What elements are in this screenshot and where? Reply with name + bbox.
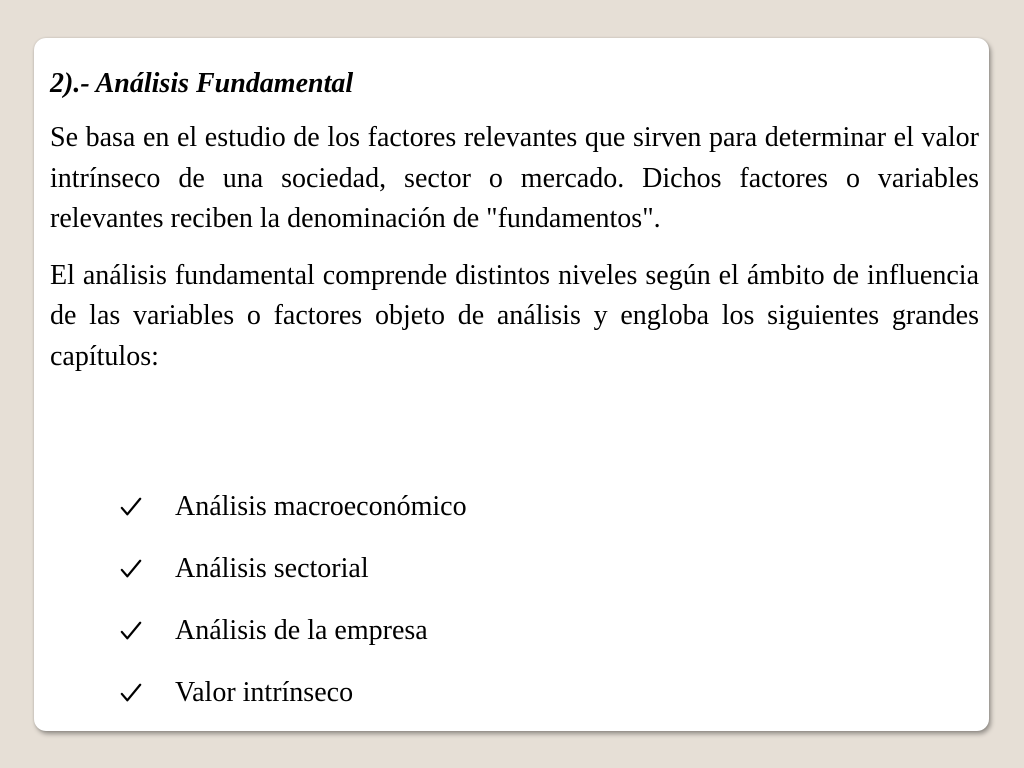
checklist-item-label: Valor intrínseco — [175, 677, 354, 708]
slide-card — [34, 38, 989, 731]
checklist-item — [120, 662, 467, 724]
checklist-item-label: Análisis de la empresa — [175, 615, 428, 646]
checkmark-icon — [120, 620, 175, 642]
checkmark-icon — [120, 558, 175, 580]
slide-content — [50, 66, 979, 393]
slide-heading: 2).- Análisis Fundamental — [50, 68, 354, 99]
checklist-item — [120, 600, 467, 662]
checkmark-icon — [120, 496, 175, 518]
chapters-checklist — [120, 476, 467, 724]
paragraph-definition: Se basa en el estudio de los factores relevantes que sirven para determinar el valor intrínseco de una sociedad, sector o mercado. Dichos factores o variables relevantes reciben la denominación de "fundamentos". — [50, 122, 979, 234]
paragraph-levels: El análisis fundamental comprende distintos niveles según el ámbito de influencia de las variables o factores objeto de análisis y engloba los siguientes grandes capítulos: — [50, 259, 979, 372]
checkmark-icon — [120, 682, 175, 704]
checklist-item-label: Análisis sectorial — [175, 553, 369, 584]
checklist-item — [120, 538, 467, 600]
checklist-item-label: Análisis macroeconómico — [175, 491, 467, 522]
checklist-item — [120, 476, 467, 538]
